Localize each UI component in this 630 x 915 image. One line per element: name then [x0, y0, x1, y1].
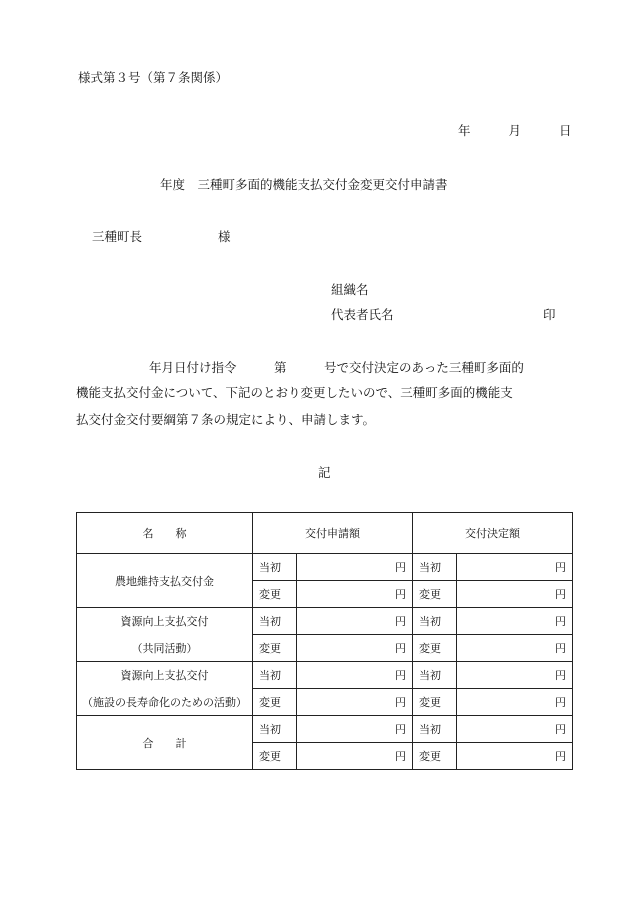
- row-name-sub: （共同活動）: [77, 635, 253, 662]
- initial-label: 当初: [413, 608, 457, 635]
- changed-label: 変更: [253, 635, 297, 662]
- changed-label: 変更: [413, 743, 457, 770]
- initial-label: 当初: [413, 662, 457, 689]
- row-name-sub: （施設の長寿命化のための活動）: [77, 689, 253, 716]
- table-row: [77, 716, 573, 743]
- addressee: 三種町長: [92, 229, 143, 244]
- amount-table: [76, 512, 573, 770]
- changed-label: 変更: [253, 689, 297, 716]
- header-decided: 交付決定額: [413, 513, 573, 554]
- row-name: 農地維持支払交付金: [77, 554, 253, 608]
- table-header-row: [77, 513, 573, 554]
- yen-cell: 円: [457, 743, 573, 770]
- row-name: 資源向上支払交付: [77, 608, 253, 635]
- organization-label: 組織名: [331, 282, 369, 297]
- header-applied: 交付申請額: [253, 513, 413, 554]
- yen-cell: 円: [457, 689, 573, 716]
- table-row: [77, 635, 573, 662]
- yen-cell: 円: [297, 743, 413, 770]
- initial-label: 当初: [253, 554, 297, 581]
- date-year: 年: [458, 123, 471, 138]
- header-name: 名 称: [77, 513, 253, 554]
- body-line-3: 払交付金交付要綱第７条の規定により、申請します。: [76, 412, 376, 427]
- initial-label: 当初: [253, 608, 297, 635]
- date-month: 月: [508, 123, 521, 138]
- yen-cell: 円: [457, 662, 573, 689]
- yen-cell: 円: [297, 635, 413, 662]
- form-number: 様式第３号（第７条関係）: [78, 70, 229, 85]
- yen-cell: 円: [457, 635, 573, 662]
- initial-label: 当初: [413, 716, 457, 743]
- seal-mark: 印: [543, 307, 556, 322]
- initial-label: 当初: [413, 554, 457, 581]
- ki-heading: 記: [318, 465, 331, 480]
- yen-cell: 円: [457, 716, 573, 743]
- row-name: 資源向上支払交付: [77, 662, 253, 689]
- addressee-honorific: 様: [218, 229, 231, 244]
- table-row: [77, 689, 573, 716]
- yen-cell: 円: [297, 716, 413, 743]
- changed-label: 変更: [413, 689, 457, 716]
- yen-cell: 円: [457, 608, 573, 635]
- initial-label: 当初: [253, 716, 297, 743]
- initial-label: 当初: [253, 662, 297, 689]
- yen-cell: 円: [297, 608, 413, 635]
- date-line: [458, 125, 571, 138]
- changed-label: 変更: [253, 581, 297, 608]
- row-name-total: 合 計: [77, 716, 253, 770]
- yen-cell: 円: [297, 581, 413, 608]
- yen-cell: 円: [297, 554, 413, 581]
- document-title: 年度 三種町多面的機能支払交付金変更交付申請書: [160, 177, 448, 192]
- yen-cell: 円: [457, 581, 573, 608]
- body-line-1: 年月日付け指令 第 号で交付決定のあった三種町多面的: [149, 360, 524, 375]
- yen-cell: 円: [457, 554, 573, 581]
- yen-cell: 円: [297, 689, 413, 716]
- changed-label: 変更: [413, 581, 457, 608]
- changed-label: 変更: [253, 743, 297, 770]
- changed-label: 変更: [413, 635, 457, 662]
- table-row: [77, 608, 573, 635]
- yen-cell: 円: [297, 662, 413, 689]
- representative-label: 代表者氏名: [331, 307, 394, 322]
- body-line-2: 機能支払交付金について、下記のとおり変更したいので、三種町多面的機能支: [76, 385, 513, 400]
- date-day: 日: [558, 123, 572, 138]
- table-row: [77, 662, 573, 689]
- table-row: [77, 554, 573, 581]
